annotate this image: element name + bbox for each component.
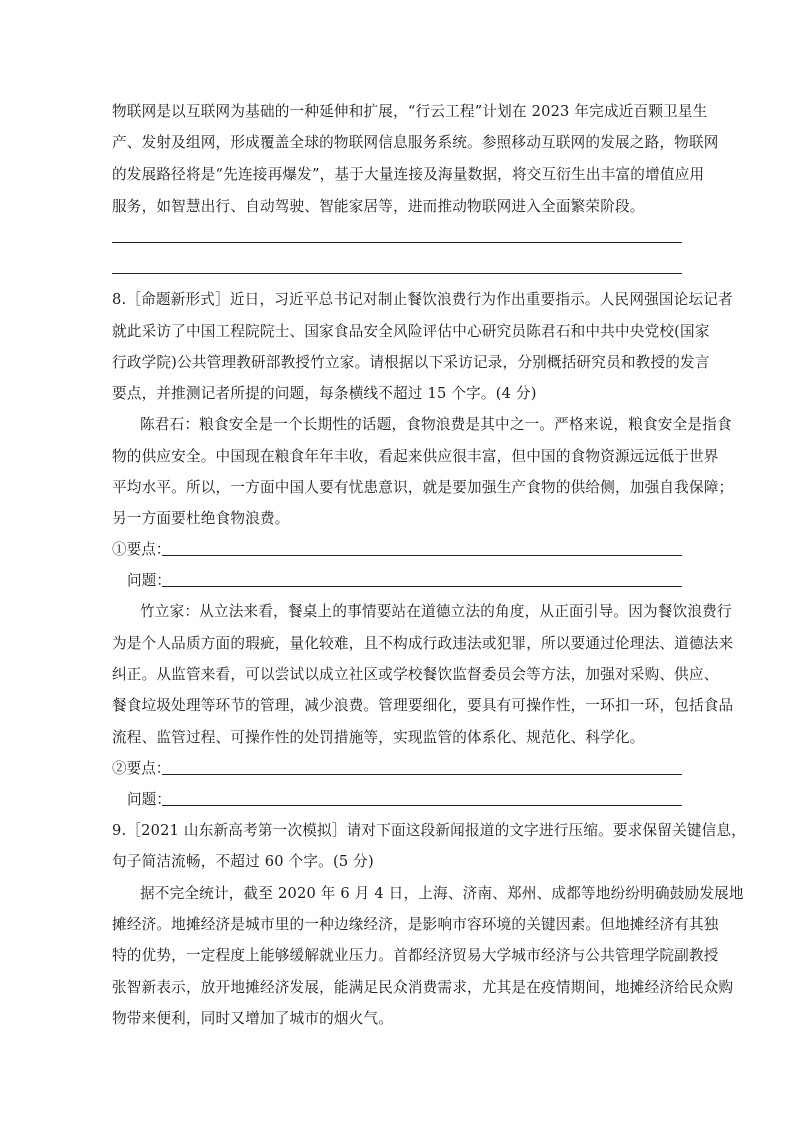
answer1-question-label: 问题： [127, 572, 171, 589]
q9-passage-line-3: 特的优势，一定程度上能够缓解就业压力。首都经济贸易大学城市经济与公共管理学院副教授 [112, 947, 719, 964]
speaker1-line-3: 平均水平。所以，一方面中国人要有忧患意识，就是要加强生产食物的供给侧，加强自我保障； [112, 479, 734, 496]
answer1-point-label: ①要点： [112, 541, 171, 558]
q8-prompt-line-2: 就此采访了中国工程院院士、国家食品安全风险评估中心研究员陈君石和中共中央党校(国家 [112, 323, 710, 340]
q9-prompt-line-2: 句子简洁流畅，不超过 60 个字。(5 分) [112, 853, 374, 870]
speaker2-line-4: 餐食垃圾处理等环节的管理，减少浪费。管理要细化，要具有可操作性，一环扣一环，包括食品 [112, 697, 734, 714]
speaker2-line-1: 竹立家：从立法来看，餐桌上的事情要站在道德立法的角度，从正面引导。因为餐饮浪费行 [140, 603, 732, 620]
answer2-point-blank[interactable] [162, 774, 682, 775]
q9-passage-line-5: 物带来便利，同时又增加了城市的烟火气。 [112, 1010, 394, 1027]
speaker1-line-1: 陈君石：粮食安全是一个长期性的话题，食物浪费是其中之一。严格来说，粮食安全是指食 [140, 416, 732, 433]
answer1-question-blank[interactable] [162, 586, 682, 587]
speaker2-line-2: 为是个人品质方面的瑕疵，量化较难，且不构成行政违法或犯罪，所以要通过伦理法、道德法来 [112, 635, 734, 652]
answer2-question-label: 问题： [127, 791, 171, 808]
q9-passage-line-1: 据不完全统计，截至 2020 年 6 月 4 日，上海、济南、郑州、成都等地纷纷明确鼓励发展地 [140, 885, 744, 902]
speaker2-line-5: 流程、监管过程、可操作性的处罚措施等，实现监管的体系化、规范化、科学化。 [112, 729, 645, 746]
answer-rule-1[interactable] [112, 242, 682, 243]
intro-line-3: 的发展路径将是“先连接再爆发”，基于大量连接及海量数据，将交互衍生出丰富的增值应用 [112, 166, 705, 183]
intro-line-1: 物联网是以互联网为基础的一种延伸和扩展，“行云工程”计划在 2023 年完成近百颗卫星生 [112, 103, 708, 120]
answer2-point-label: ②要点： [112, 760, 171, 777]
speaker1-line-2: 物的供应安全。中国现在粮食年年丰收，看起来供应很丰富，但中国的食物资源远远低于世界 [112, 448, 719, 465]
q8-prompt-line-4: 要点，并推测记者所提的问题，每条横线不超过 15 个字。(4 分) [112, 385, 537, 402]
answer1-point-blank[interactable] [162, 555, 682, 556]
q9-prompt-line-1: 9.［2021 山东新高考第一次模拟］请对下面这段新闻报道的文字进行压缩。要求保留关键信息， [112, 822, 747, 839]
q9-passage-line-4: 张智新表示，放开地摊经济发展，能满足民众消费需求，尤其是在疫情期间，地摊经济给民众购 [112, 979, 734, 996]
intro-line-4: 服务，如智慧出行、自动驾驶、智能家居等，进而推动物联网进入全面繁荣阶段。 [112, 198, 645, 215]
speaker1-line-4: 另一方面要杜绝食物浪费。 [112, 510, 290, 527]
q8-prompt-line-1: 8.［命题新形式］近日，习近平总书记对制止餐饮浪费行为作出重要指示。人民网强国论坛记者 [112, 291, 733, 308]
q9-passage-line-2: 摊经济。地摊经济是城市里的一种边缘经济，是影响市容环境的关键因素。但地摊经济有其独 [112, 916, 719, 933]
intro-line-2: 产、发射及组网，形成覆盖全球的物联网信息服务系统。参照移动互联网的发展之路，物联网 [112, 134, 719, 151]
answer2-question-blank[interactable] [162, 805, 682, 806]
speaker2-line-3: 纠正。从监管来看，可以尝试以成立社区或学校餐饮监督委员会等方法，加强对采购、供应、 [112, 666, 719, 683]
q8-prompt-line-3: 行政学院)公共管理教研部教授竹立家。请根据以下采访记录，分别概括研究员和教授的发言 [112, 354, 710, 371]
answer-rule-2[interactable] [112, 273, 682, 274]
